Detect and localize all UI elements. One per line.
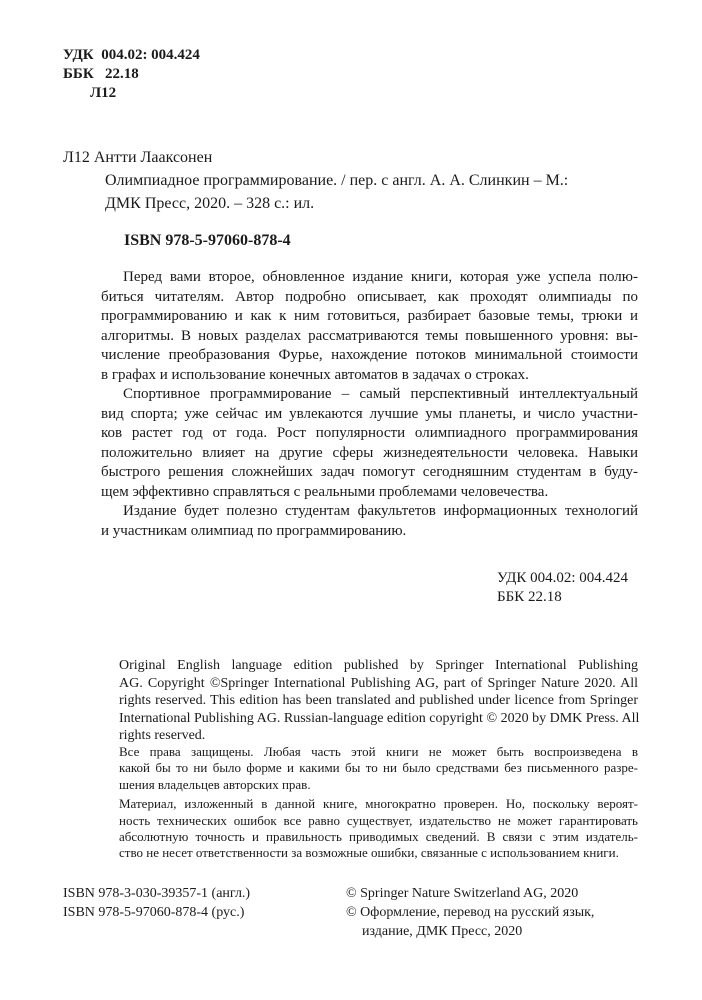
catalog-publisher-line: ДМК Пресс, 2020. – 328 с.: ил. [105, 195, 315, 212]
copyright-bottom [346, 884, 594, 941]
classification-codes-right [497, 569, 628, 607]
catalog-entry [63, 146, 568, 215]
rights-line: Все права защищены. Любая часть этой книги не может быть воспроизведена в [119, 744, 638, 759]
abstract-line: Спортивное программирование – самый перспективный интеллектуальный [123, 386, 638, 402]
abstract-line: и участникам олимпиад по программированию. [101, 522, 407, 539]
udk-code-top: УДК 004.02: 004.424 [63, 47, 200, 63]
isbn-list-bottom [63, 884, 250, 922]
abstract-line: ков растет год от года. Рост популярности олимпиадного программирования [101, 425, 638, 441]
abstract-line: быстрого решения сложнейших задач помогут сегодняшним студентам в буду- [101, 464, 638, 480]
abstract-line: программированию и как к ним готовиться, разбирает базовые темы, трюки и [101, 308, 638, 324]
isbn-russian: ISBN 978-5-97060-878-4 (рус.) [63, 905, 245, 920]
copyright-line: © Оформление, перевод на русский язык, [346, 905, 595, 920]
copyright-line: издание, ДМК Пресс, 2020 [362, 924, 523, 939]
abstract-line: вид спорта; уже сейчас им увлекаются лучшие умы планеты, и число участни- [101, 405, 638, 422]
abstract-line: Издание будет полезно студентам факультетов информационных технологий [123, 503, 638, 519]
abstract [101, 268, 638, 541]
original-edition-line: rights reserved. This edition has been translated and published under licence from Springer [119, 693, 638, 709]
original-edition-line: International Publishing AG. Russian-language edition copyright © 2020 by DMK Press. All [119, 710, 640, 726]
rights-notice [119, 744, 638, 862]
bbk-code-top: ББК 22.18 [63, 66, 139, 82]
rights-line: ство не несет ответственности за возможные ошибки, связанные с использованием книги. [119, 845, 619, 861]
original-edition-notice [119, 657, 638, 745]
isbn-main: ISBN 978-5-97060-878-4 [124, 232, 291, 249]
abstract-line: числение преобразования Фурье, нахождение потоков минимальной стоимости [101, 347, 638, 363]
rights-line: какой бы то ни было форме и какими бы то ни было средствами без письменного разре- [119, 760, 638, 776]
rights-line: ность технических ошибок все равно существует, издательство не может гарантировать [119, 812, 638, 828]
original-edition-line: rights reserved. [119, 728, 206, 744]
catalog-author-line: Л12 Антти Лааксонен [63, 149, 213, 166]
original-edition-line: Original English language edition published by Springer International Publishing [119, 658, 638, 673]
top-classification-codes [63, 46, 200, 103]
isbn-english: ISBN 978-3-030-39357-1 (англ.) [63, 886, 251, 901]
abstract-line: Перед вами второе, обновленное издание книги, которая уже успела полю- [123, 269, 638, 285]
udk-code-right: УДК 004.02: 004.424 [497, 570, 629, 586]
abstract-line: положительно влияет на другие сферы жизнедеятельности человека. Навыки [101, 444, 638, 461]
rights-line: абсолютную точность и правильность приводимых сведений. В связи с этим издатель- [119, 828, 638, 844]
abstract-line: в графах и использование конечных автоматов в задачах о строках. [101, 366, 529, 383]
catalog-title-line: Олимпиадное программирование. / пер. с англ. А. А. Слинкин – М.: [105, 172, 569, 189]
rights-line: шения владельцев авторских прав. [119, 776, 311, 792]
abstract-line: щем эффективно справляться с реальными проблемами человечества. [101, 483, 549, 500]
abstract-line: алгоритмы. В новых разделах рассматриваются темы повышенного уровня: вы- [101, 327, 638, 344]
bbk-code-right: ББК 22.18 [497, 589, 562, 605]
rights-line: Материал, изложенный в данной книге, многократно проверен. Но, поскольку вероят- [119, 796, 638, 812]
copyright-line: © Springer Nature Switzerland AG, 2020 [346, 886, 579, 901]
author-mark: Л12 [90, 85, 117, 101]
original-edition-line: AG. Copyright ©Springer International Publishing AG, part of Springer Nature 2020. All [119, 675, 638, 691]
abstract-line: биться читателям. Автор подробно описывает, как проходят олимпиады по [101, 288, 638, 305]
